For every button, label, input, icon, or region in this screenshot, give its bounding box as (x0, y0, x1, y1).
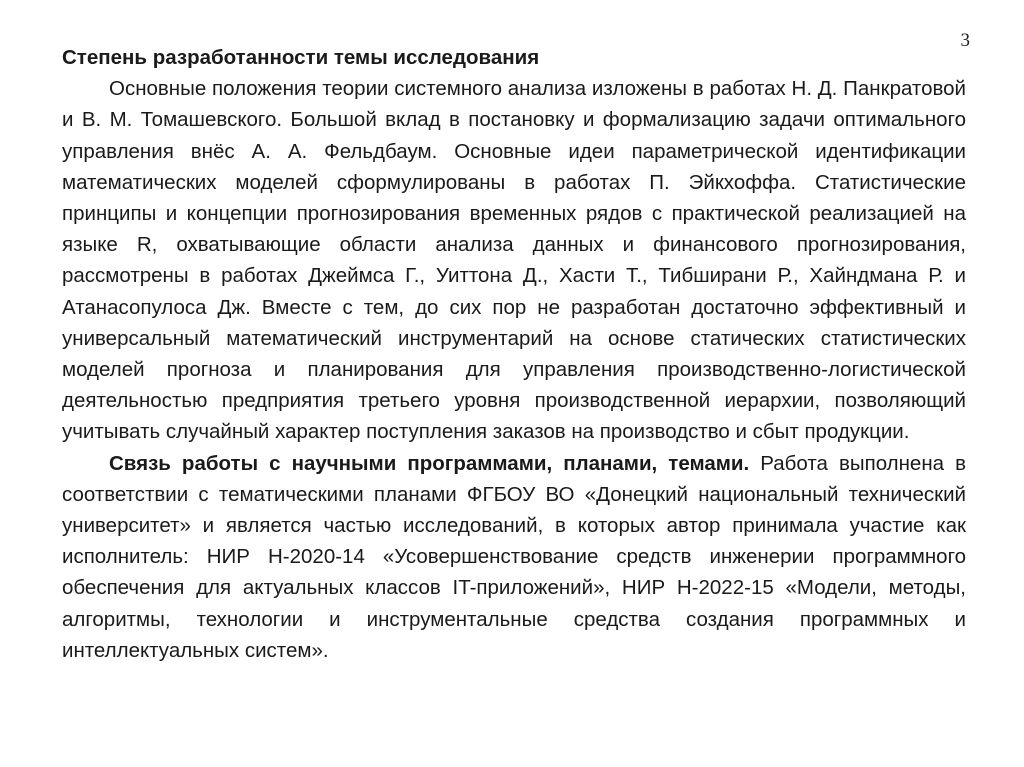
document-body (62, 42, 966, 666)
paragraph-research-programs (62, 448, 966, 666)
paragraph-research-programs-heading: Связь работы с научными программами, планами, темами. (109, 451, 750, 475)
paragraph-research-programs-body: Работа выполнена в соответствии с тематическими планами ФГБОУ ВО «Донецкий национальный технический университет» и является частью исследований, в которых автор принимала участие как исполнитель: НИР Н-2020-14 «Усовершенствование средств инженерии программного обеспечения для актуальных классов IT-приложений», НИР Н-2022-15 «Модели, методы, алгоритмы, технологии и инструментальные средства создания программных и интеллектуальных систем». (62, 451, 966, 662)
paragraph-state-of-research: Основные положения теории системного анализа изложены в работах Н. Д. Панкратовой и В. М. Томашевского. Большой вклад в постановку и формализацию задачи оптимального управления внёс А. А. Фельдбаум. Основные идеи параметрической идентификации математических моделей сформулированы в работах П. Эйкхоффа. Статистические принципы и концепции прогнозирования временных рядов с практической реализацией на языке R, охватывающие области анализа данных и финансового прогнозирования, рассмотрены в работах Джеймса Г., Уиттона Д., Хасти Т., Тибширани Р., Хайндмана Р. и Атанасопулоса Дж. Вместе с тем, до сих пор не разработан достаточно эффективный и универсальный математический инструментарий на основе статических статистических моделей прогноза и планирования для управления производственно-логистической деятельностью предприятия третьего уровня производственной иерархии, позволяющий учитывать случайный характер поступления заказов на производство и сбыт продукции. (62, 77, 966, 444)
section-heading: Степень разработанности темы исследования (62, 46, 540, 69)
page-number: 3 (960, 30, 970, 51)
